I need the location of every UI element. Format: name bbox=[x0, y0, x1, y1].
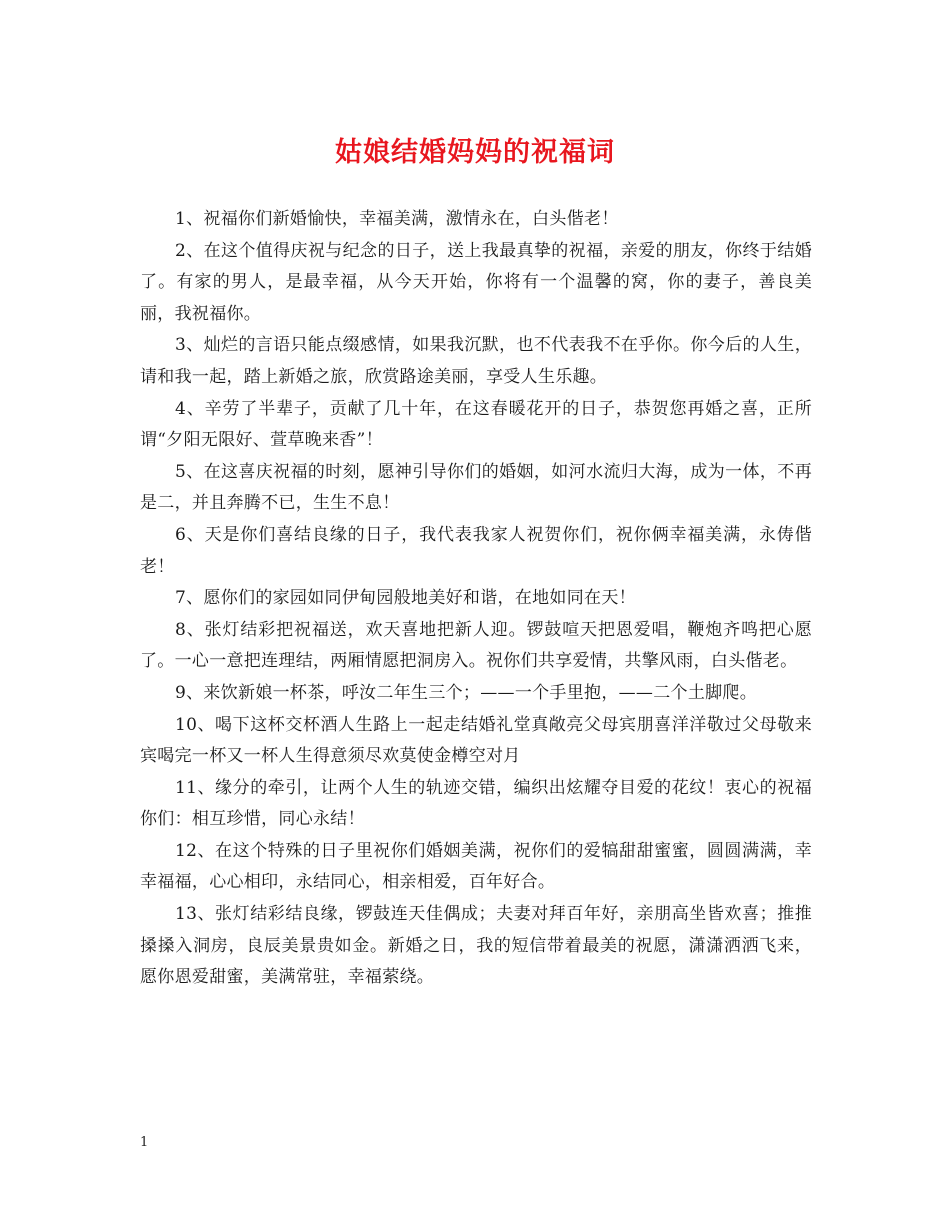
paragraph-8: 8、张灯结彩把祝福送，欢天喜地把新人迎。锣鼓喧天把恩爱唱，鞭炮齐鸣把心愿了。一心一意把连理结，两厢情愿把洞房入。祝你们共享爱情，共擎风雨，白头偕老。 bbox=[140, 619, 812, 672]
paragraph-13: 13、张灯结彩结良缘，锣鼓连天佳偶成；夫妻对拜百年好，亲朋高坐皆欢喜；推推搡搡入洞房，良辰美景贵如金。新婚之日，我的短信带着最美的祝愿，潇潇洒洒飞来，愿你恩爱甜蜜，美满常驻，幸福萦绕。 bbox=[140, 904, 812, 988]
paragraph-10: 10、喝下这杯交杯酒人生路上一起走结婚礼堂真敞亮父母宾朋喜洋洋敬过父母敬来宾喝完一杯又一杯人生得意须尽欢莫使金樽空对月 bbox=[140, 714, 812, 767]
paragraph-11: 11、缘分的牵引，让两个人生的轨迹交错，编织出炫耀夺目爱的花纹！衷心的祝福你们：相互珍惜，同心永结！ bbox=[140, 777, 812, 830]
paragraph-4: 4、辛劳了半辈子，贡献了几十年，在这春暖花开的日子，恭贺您再婚之喜，正所谓“夕阳无限好、萱草晚来香”！ bbox=[140, 398, 812, 451]
paragraph-12: 12、在这个特殊的日子里祝你们婚姻美满，祝你们的爱犒甜甜蜜蜜，圆圆满满，幸幸福福，心心相印，永结同心，相亲相爱，百年好合。 bbox=[140, 840, 812, 893]
document-title: 姑娘结婚妈妈的祝福词 bbox=[335, 137, 615, 168]
document-body bbox=[140, 204, 812, 994]
paragraph-6: 6、天是你们喜结良缘的日子，我代表我家人祝贺你们，祝你俩幸福美满，永俦偕老！ bbox=[140, 524, 812, 577]
paragraph-9: 9、来饮新娘一杯茶，呼汝二年生三个；——一个手里抱，——二个土脚爬。 bbox=[175, 682, 758, 703]
paragraph-7: 7、愿你们的家园如同伊甸园般地美好和谐，在地如同在天！ bbox=[175, 588, 636, 609]
paragraph-5: 5、在这喜庆祝福的时刻，愿神引导你们的婚姻，如河水流归大海，成为一体，不再是二，并且奔腾不已，生生不息！ bbox=[140, 461, 812, 514]
paragraph-2: 2、在这个值得庆祝与纪念的日子，送上我最真挚的祝福，亲爱的朋友，你终于结婚了。有家的男人，是最幸福，从今天开始，你将有一个温馨的窝，你的妻子，善良美丽，我祝福你。 bbox=[140, 240, 812, 324]
paragraph-3: 3、灿烂的言语只能点缀感情，如果我沉默，也不代表我不在乎你。你今后的人生，请和我一起，踏上新婚之旅，欣赏路途美丽，享受人生乐趣。 bbox=[140, 335, 812, 387]
paragraph-1: 1、祝福你们新婚愉快，幸福美满，激情永在，白头偕老！ bbox=[175, 209, 619, 229]
page-number: 1 bbox=[140, 1135, 149, 1150]
